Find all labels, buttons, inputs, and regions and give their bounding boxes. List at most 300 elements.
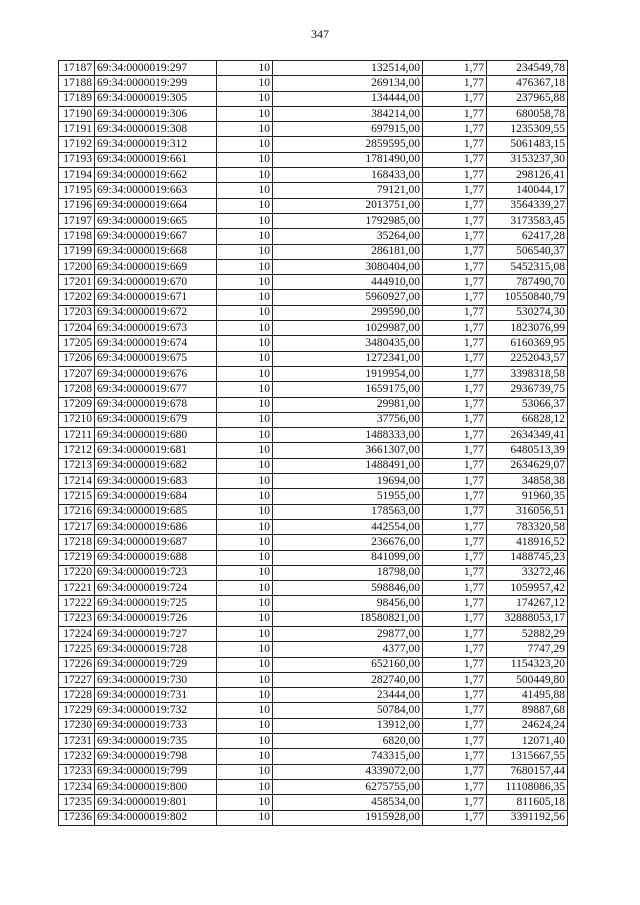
count-cell: 10 xyxy=(217,137,273,152)
cadastral-number-cell: 69:34:0000019:727 xyxy=(95,626,217,641)
count-cell: 10 xyxy=(217,504,273,519)
cadastral-number-cell: 69:34:0000019:665 xyxy=(95,213,217,228)
cadastral-number-cell: 69:34:0000019:798 xyxy=(95,749,217,764)
row-number-cell: 17196 xyxy=(59,198,95,213)
cadastral-number-cell: 69:34:0000019:677 xyxy=(95,382,217,397)
table-row xyxy=(59,152,568,167)
value-cell: 18580821,00 xyxy=(273,611,423,626)
table-row xyxy=(59,489,568,504)
coefficient-cell: 1,77 xyxy=(423,688,487,703)
total-cell: 5452315,08 xyxy=(487,259,568,274)
value-cell: 168433,00 xyxy=(273,168,423,183)
row-number-cell: 17205 xyxy=(59,336,95,351)
coefficient-cell: 1,77 xyxy=(423,474,487,489)
cadastral-number-cell: 69:34:0000019:672 xyxy=(95,305,217,320)
row-number-cell: 17199 xyxy=(59,244,95,259)
total-cell: 62417,28 xyxy=(487,229,568,244)
count-cell: 10 xyxy=(217,244,273,259)
row-number-cell: 17229 xyxy=(59,703,95,718)
row-number-cell: 17203 xyxy=(59,305,95,320)
table-row xyxy=(59,397,568,412)
count-cell: 10 xyxy=(217,672,273,687)
row-number-cell: 17193 xyxy=(59,152,95,167)
table-row xyxy=(59,428,568,443)
value-cell: 50784,00 xyxy=(273,703,423,718)
value-cell: 132514,00 xyxy=(273,61,423,76)
coefficient-cell: 1,77 xyxy=(423,305,487,320)
value-cell: 743315,00 xyxy=(273,749,423,764)
row-number-cell: 17209 xyxy=(59,397,95,412)
count-cell: 10 xyxy=(217,275,273,290)
cadastral-number-cell: 69:34:0000019:730 xyxy=(95,672,217,687)
total-cell: 5061483,15 xyxy=(487,137,568,152)
table-row xyxy=(59,213,568,228)
coefficient-cell: 1,77 xyxy=(423,336,487,351)
coefficient-cell: 1,77 xyxy=(423,458,487,473)
table-row xyxy=(59,474,568,489)
coefficient-cell: 1,77 xyxy=(423,382,487,397)
cadastral-number-cell: 69:34:0000019:733 xyxy=(95,718,217,733)
value-cell: 697915,00 xyxy=(273,122,423,137)
total-cell: 53066,37 xyxy=(487,397,568,412)
count-cell: 10 xyxy=(217,366,273,381)
coefficient-cell: 1,77 xyxy=(423,764,487,779)
table-row xyxy=(59,91,568,106)
row-number-cell: 17225 xyxy=(59,642,95,657)
total-cell: 24624,24 xyxy=(487,718,568,733)
total-cell: 1154323,20 xyxy=(487,657,568,672)
count-cell: 10 xyxy=(217,779,273,794)
table-row xyxy=(59,198,568,213)
total-cell: 41495,88 xyxy=(487,688,568,703)
value-cell: 178563,00 xyxy=(273,504,423,519)
row-number-cell: 17219 xyxy=(59,550,95,565)
table-row xyxy=(59,412,568,427)
total-cell: 10550840,79 xyxy=(487,290,568,305)
table-row xyxy=(59,795,568,810)
cadastral-number-cell: 69:34:0000019:680 xyxy=(95,428,217,443)
table-row xyxy=(59,657,568,672)
table-row xyxy=(59,290,568,305)
count-cell: 10 xyxy=(217,458,273,473)
cadastral-number-cell: 69:34:0000019:673 xyxy=(95,321,217,336)
row-number-cell: 17207 xyxy=(59,366,95,381)
value-cell: 3080404,00 xyxy=(273,259,423,274)
total-cell: 34858,38 xyxy=(487,474,568,489)
count-cell: 10 xyxy=(217,581,273,596)
table-row xyxy=(59,810,568,825)
row-number-cell: 17214 xyxy=(59,474,95,489)
row-number-cell: 17215 xyxy=(59,489,95,504)
coefficient-cell: 1,77 xyxy=(423,168,487,183)
table-row xyxy=(59,550,568,565)
table-row xyxy=(59,626,568,641)
row-number-cell: 17190 xyxy=(59,106,95,121)
row-number-cell: 17230 xyxy=(59,718,95,733)
coefficient-cell: 1,77 xyxy=(423,321,487,336)
value-cell: 442554,00 xyxy=(273,519,423,534)
row-number-cell: 17232 xyxy=(59,749,95,764)
count-cell: 10 xyxy=(217,428,273,443)
coefficient-cell: 1,77 xyxy=(423,581,487,596)
table-row xyxy=(59,61,568,76)
value-cell: 458534,00 xyxy=(273,795,423,810)
total-cell: 506540,37 xyxy=(487,244,568,259)
table-row xyxy=(59,366,568,381)
table-row xyxy=(59,259,568,274)
coefficient-cell: 1,77 xyxy=(423,657,487,672)
cadastral-number-cell: 69:34:0000019:305 xyxy=(95,91,217,106)
coefficient-cell: 1,77 xyxy=(423,734,487,749)
table-row xyxy=(59,596,568,611)
total-cell: 500449,80 xyxy=(487,672,568,687)
row-number-cell: 17217 xyxy=(59,519,95,534)
cadastral-number-cell: 69:34:0000019:685 xyxy=(95,504,217,519)
cadastral-number-cell: 69:34:0000019:682 xyxy=(95,458,217,473)
row-number-cell: 17200 xyxy=(59,259,95,274)
total-cell: 6480513,39 xyxy=(487,443,568,458)
coefficient-cell: 1,77 xyxy=(423,122,487,137)
value-cell: 35264,00 xyxy=(273,229,423,244)
value-cell: 6820,00 xyxy=(273,734,423,749)
total-cell: 3153237,30 xyxy=(487,152,568,167)
count-cell: 10 xyxy=(217,76,273,91)
value-cell: 2013751,00 xyxy=(273,198,423,213)
total-cell: 1823076,99 xyxy=(487,321,568,336)
cadastral-number-cell: 69:34:0000019:662 xyxy=(95,168,217,183)
cadastral-number-cell: 69:34:0000019:799 xyxy=(95,764,217,779)
total-cell: 1235309,55 xyxy=(487,122,568,137)
cadastral-number-cell: 69:34:0000019:297 xyxy=(95,61,217,76)
table-row xyxy=(59,718,568,733)
total-cell: 140044,17 xyxy=(487,183,568,198)
row-number-cell: 17195 xyxy=(59,183,95,198)
value-cell: 282740,00 xyxy=(273,672,423,687)
coefficient-cell: 1,77 xyxy=(423,351,487,366)
coefficient-cell: 1,77 xyxy=(423,535,487,550)
value-cell: 134444,00 xyxy=(273,91,423,106)
table-row xyxy=(59,779,568,794)
total-cell: 237965,88 xyxy=(487,91,568,106)
cadastral-number-cell: 69:34:0000019:684 xyxy=(95,489,217,504)
count-cell: 10 xyxy=(217,795,273,810)
table-row xyxy=(59,275,568,290)
value-cell: 444910,00 xyxy=(273,275,423,290)
total-cell: 91960,35 xyxy=(487,489,568,504)
count-cell: 10 xyxy=(217,397,273,412)
cadastral-number-cell: 69:34:0000019:681 xyxy=(95,443,217,458)
row-number-cell: 17228 xyxy=(59,688,95,703)
count-cell: 10 xyxy=(217,764,273,779)
coefficient-cell: 1,77 xyxy=(423,244,487,259)
total-cell: 7747,29 xyxy=(487,642,568,657)
row-number-cell: 17220 xyxy=(59,565,95,580)
count-cell: 10 xyxy=(217,718,273,733)
registry-table xyxy=(58,60,568,826)
row-number-cell: 17189 xyxy=(59,91,95,106)
table-row xyxy=(59,519,568,534)
cadastral-number-cell: 69:34:0000019:299 xyxy=(95,76,217,91)
count-cell: 10 xyxy=(217,734,273,749)
cadastral-number-cell: 69:34:0000019:679 xyxy=(95,412,217,427)
total-cell: 418916,52 xyxy=(487,535,568,550)
total-cell: 11108086,35 xyxy=(487,779,568,794)
row-number-cell: 17226 xyxy=(59,657,95,672)
cadastral-number-cell: 69:34:0000019:729 xyxy=(95,657,217,672)
cadastral-number-cell: 69:34:0000019:669 xyxy=(95,259,217,274)
cadastral-number-cell: 69:34:0000019:726 xyxy=(95,611,217,626)
value-cell: 23444,00 xyxy=(273,688,423,703)
value-cell: 6275755,00 xyxy=(273,779,423,794)
table-row xyxy=(59,106,568,121)
table-row xyxy=(59,734,568,749)
count-cell: 10 xyxy=(217,61,273,76)
row-number-cell: 17223 xyxy=(59,611,95,626)
row-number-cell: 17192 xyxy=(59,137,95,152)
count-cell: 10 xyxy=(217,550,273,565)
total-cell: 66828,12 xyxy=(487,412,568,427)
total-cell: 234549,78 xyxy=(487,61,568,76)
cadastral-number-cell: 69:34:0000019:731 xyxy=(95,688,217,703)
value-cell: 51955,00 xyxy=(273,489,423,504)
row-number-cell: 17187 xyxy=(59,61,95,76)
row-number-cell: 17234 xyxy=(59,779,95,794)
table-row xyxy=(59,703,568,718)
value-cell: 1792985,00 xyxy=(273,213,423,228)
page-number: 347 xyxy=(311,27,329,41)
coefficient-cell: 1,77 xyxy=(423,565,487,580)
table-row xyxy=(59,76,568,91)
cadastral-number-cell: 69:34:0000019:675 xyxy=(95,351,217,366)
row-number-cell: 17236 xyxy=(59,810,95,825)
table-row xyxy=(59,183,568,198)
table-row xyxy=(59,688,568,703)
value-cell: 1488333,00 xyxy=(273,428,423,443)
coefficient-cell: 1,77 xyxy=(423,626,487,641)
count-cell: 10 xyxy=(217,642,273,657)
cadastral-number-cell: 69:34:0000019:306 xyxy=(95,106,217,121)
row-number-cell: 17208 xyxy=(59,382,95,397)
cadastral-number-cell: 69:34:0000019:728 xyxy=(95,642,217,657)
table-row xyxy=(59,122,568,137)
value-cell: 384214,00 xyxy=(273,106,423,121)
total-cell: 1059957,42 xyxy=(487,581,568,596)
cadastral-number-cell: 69:34:0000019:670 xyxy=(95,275,217,290)
value-cell: 98456,00 xyxy=(273,596,423,611)
count-cell: 10 xyxy=(217,412,273,427)
row-number-cell: 17227 xyxy=(59,672,95,687)
total-cell: 3564339,27 xyxy=(487,198,568,213)
coefficient-cell: 1,77 xyxy=(423,428,487,443)
count-cell: 10 xyxy=(217,596,273,611)
count-cell: 10 xyxy=(217,703,273,718)
cadastral-number-cell: 69:34:0000019:663 xyxy=(95,183,217,198)
row-number-cell: 17202 xyxy=(59,290,95,305)
count-cell: 10 xyxy=(217,290,273,305)
cadastral-number-cell: 69:34:0000019:676 xyxy=(95,366,217,381)
row-number-cell: 17188 xyxy=(59,76,95,91)
count-cell: 10 xyxy=(217,351,273,366)
table-row xyxy=(59,168,568,183)
cadastral-number-cell: 69:34:0000019:686 xyxy=(95,519,217,534)
cadastral-number-cell: 69:34:0000019:725 xyxy=(95,596,217,611)
count-cell: 10 xyxy=(217,443,273,458)
total-cell: 811605,18 xyxy=(487,795,568,810)
table-row xyxy=(59,672,568,687)
value-cell: 2859595,00 xyxy=(273,137,423,152)
cadastral-number-cell: 69:34:0000019:687 xyxy=(95,535,217,550)
table-row xyxy=(59,611,568,626)
count-cell: 10 xyxy=(217,168,273,183)
coefficient-cell: 1,77 xyxy=(423,519,487,534)
table-row xyxy=(59,535,568,550)
table-row xyxy=(59,305,568,320)
count-cell: 10 xyxy=(217,152,273,167)
value-cell: 29981,00 xyxy=(273,397,423,412)
total-cell: 12071,40 xyxy=(487,734,568,749)
total-cell: 783320,58 xyxy=(487,519,568,534)
coefficient-cell: 1,77 xyxy=(423,596,487,611)
count-cell: 10 xyxy=(217,122,273,137)
row-number-cell: 17224 xyxy=(59,626,95,641)
value-cell: 1781490,00 xyxy=(273,152,423,167)
coefficient-cell: 1,77 xyxy=(423,412,487,427)
table-row xyxy=(59,749,568,764)
value-cell: 841099,00 xyxy=(273,550,423,565)
value-cell: 1659175,00 xyxy=(273,382,423,397)
coefficient-cell: 1,77 xyxy=(423,779,487,794)
coefficient-cell: 1,77 xyxy=(423,642,487,657)
total-cell: 3398318,58 xyxy=(487,366,568,381)
value-cell: 18798,00 xyxy=(273,565,423,580)
cadastral-number-cell: 69:34:0000019:661 xyxy=(95,152,217,167)
total-cell: 174267,12 xyxy=(487,596,568,611)
row-number-cell: 17233 xyxy=(59,764,95,779)
value-cell: 236676,00 xyxy=(273,535,423,550)
cadastral-number-cell: 69:34:0000019:800 xyxy=(95,779,217,794)
value-cell: 5960927,00 xyxy=(273,290,423,305)
coefficient-cell: 1,77 xyxy=(423,397,487,412)
count-cell: 10 xyxy=(217,213,273,228)
cadastral-number-cell: 69:34:0000019:678 xyxy=(95,397,217,412)
cadastral-number-cell: 69:34:0000019:688 xyxy=(95,550,217,565)
row-number-cell: 17201 xyxy=(59,275,95,290)
row-number-cell: 17231 xyxy=(59,734,95,749)
cadastral-number-cell: 69:34:0000019:312 xyxy=(95,137,217,152)
value-cell: 652160,00 xyxy=(273,657,423,672)
total-cell: 1488745,23 xyxy=(487,550,568,565)
value-cell: 1272341,00 xyxy=(273,351,423,366)
total-cell: 7680157,44 xyxy=(487,764,568,779)
coefficient-cell: 1,77 xyxy=(423,76,487,91)
value-cell: 37756,00 xyxy=(273,412,423,427)
total-cell: 2252043,57 xyxy=(487,351,568,366)
count-cell: 10 xyxy=(217,305,273,320)
coefficient-cell: 1,77 xyxy=(423,749,487,764)
table-row xyxy=(59,642,568,657)
table-row xyxy=(59,137,568,152)
coefficient-cell: 1,77 xyxy=(423,137,487,152)
value-cell: 286181,00 xyxy=(273,244,423,259)
registry-table-body xyxy=(59,61,568,826)
total-cell: 3391192,56 xyxy=(487,810,568,825)
count-cell: 10 xyxy=(217,657,273,672)
coefficient-cell: 1,77 xyxy=(423,703,487,718)
total-cell: 52882,29 xyxy=(487,626,568,641)
count-cell: 10 xyxy=(217,626,273,641)
row-number-cell: 17235 xyxy=(59,795,95,810)
coefficient-cell: 1,77 xyxy=(423,229,487,244)
count-cell: 10 xyxy=(217,336,273,351)
value-cell: 1029987,00 xyxy=(273,321,423,336)
count-cell: 10 xyxy=(217,91,273,106)
row-number-cell: 17212 xyxy=(59,443,95,458)
value-cell: 1488491,00 xyxy=(273,458,423,473)
cadastral-number-cell: 69:34:0000019:801 xyxy=(95,795,217,810)
row-number-cell: 17191 xyxy=(59,122,95,137)
total-cell: 2936739,75 xyxy=(487,382,568,397)
coefficient-cell: 1,77 xyxy=(423,443,487,458)
cadastral-number-cell: 69:34:0000019:723 xyxy=(95,565,217,580)
table-row xyxy=(59,581,568,596)
row-number-cell: 17198 xyxy=(59,229,95,244)
cadastral-number-cell: 69:34:0000019:308 xyxy=(95,122,217,137)
count-cell: 10 xyxy=(217,519,273,534)
row-number-cell: 17197 xyxy=(59,213,95,228)
value-cell: 269134,00 xyxy=(273,76,423,91)
value-cell: 3480435,00 xyxy=(273,336,423,351)
coefficient-cell: 1,77 xyxy=(423,290,487,305)
row-number-cell: 17221 xyxy=(59,581,95,596)
table-row xyxy=(59,458,568,473)
count-cell: 10 xyxy=(217,611,273,626)
value-cell: 29877,00 xyxy=(273,626,423,641)
count-cell: 10 xyxy=(217,106,273,121)
coefficient-cell: 1,77 xyxy=(423,106,487,121)
cadastral-number-cell: 69:34:0000019:732 xyxy=(95,703,217,718)
row-number-cell: 17211 xyxy=(59,428,95,443)
row-number-cell: 17194 xyxy=(59,168,95,183)
coefficient-cell: 1,77 xyxy=(423,275,487,290)
total-cell: 298126,41 xyxy=(487,168,568,183)
cadastral-number-cell: 69:34:0000019:683 xyxy=(95,474,217,489)
coefficient-cell: 1,77 xyxy=(423,259,487,274)
cadastral-number-cell: 69:34:0000019:667 xyxy=(95,229,217,244)
cadastral-number-cell: 69:34:0000019:802 xyxy=(95,810,217,825)
coefficient-cell: 1,77 xyxy=(423,611,487,626)
coefficient-cell: 1,77 xyxy=(423,61,487,76)
table-row xyxy=(59,244,568,259)
value-cell: 4339072,00 xyxy=(273,764,423,779)
coefficient-cell: 1,77 xyxy=(423,795,487,810)
row-number-cell: 17206 xyxy=(59,351,95,366)
table-row xyxy=(59,351,568,366)
value-cell: 1919954,00 xyxy=(273,366,423,381)
cadastral-number-cell: 69:34:0000019:674 xyxy=(95,336,217,351)
row-number-cell: 17216 xyxy=(59,504,95,519)
row-number-cell: 17218 xyxy=(59,535,95,550)
cadastral-number-cell: 69:34:0000019:671 xyxy=(95,290,217,305)
total-cell: 680058,78 xyxy=(487,106,568,121)
count-cell: 10 xyxy=(217,259,273,274)
count-cell: 10 xyxy=(217,489,273,504)
value-cell: 3661307,00 xyxy=(273,443,423,458)
total-cell: 2634629,07 xyxy=(487,458,568,473)
total-cell: 316056,51 xyxy=(487,504,568,519)
cadastral-number-cell: 69:34:0000019:724 xyxy=(95,581,217,596)
count-cell: 10 xyxy=(217,749,273,764)
count-cell: 10 xyxy=(217,198,273,213)
